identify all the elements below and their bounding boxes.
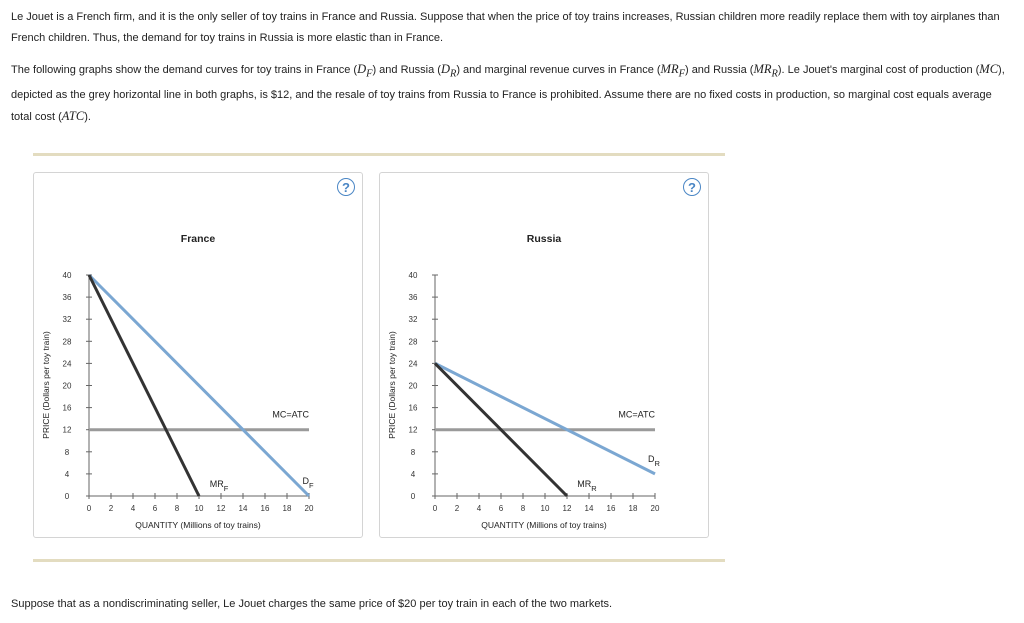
x-tick-label: 14	[238, 504, 248, 513]
atc-symbol: ATC	[61, 108, 85, 123]
intro-paragraph-1: Le Jouet is a French firm, and it is the only seller of toy trains in France and Russia. Suppose that when the price of toy trains increases, Russian children more readily replace them with toy airplanes than French children. Thus, the demand for toy trains in Russia is more elastic than in France.	[11, 11, 1000, 44]
x-tick-label: 8	[174, 504, 180, 513]
y-tick-label: 24	[62, 359, 72, 369]
intro-paragraph-2: The following graphs show the demand curves for toy trains in France $(D_F)$ and Russia $(D_R)$ and marginal revenue curves in France $(MR_F)$ and Russia $(MR_R)$. Le Jouet's marginal cost of production (MC), depicted as the grey horizontal line in both graphs, is $12, and the resale of toy trains from Russia to France is prohibited. Assume there are no fixed costs in production, so marginal cost equals average total cost (ATC).	[11, 62, 1005, 123]
mr-label: $MR_R$	[577, 479, 597, 493]
y-tick-label: 28	[408, 337, 418, 347]
y-axis-label: PRICE (Dollars per toy train)	[387, 331, 397, 439]
y-tick-label: 4	[410, 469, 416, 479]
y-tick-label: 40	[62, 271, 72, 280]
x-tick-label: 4	[130, 504, 136, 513]
mr-curve	[89, 275, 199, 496]
mc-atc-label: MC=ATC	[618, 409, 655, 420]
x-tick-label: 12	[216, 504, 226, 513]
x-tick-label: 6	[152, 504, 158, 513]
x-tick-label: 20	[650, 504, 660, 513]
y-tick-label: 0	[64, 492, 70, 501]
y-tick-label: 36	[408, 293, 418, 303]
x-tick-label: 2	[454, 504, 460, 513]
demand-label: $D_R$	[648, 453, 660, 468]
x-tick-label: 10	[540, 504, 550, 513]
x-tick-label: 18	[282, 504, 292, 513]
divider-top	[33, 153, 725, 156]
russia-chart[interactable]	[380, 173, 708, 537]
x-tick-label: 6	[498, 504, 504, 513]
x-tick-label: 0	[432, 504, 438, 513]
russia-graph-panel	[379, 172, 709, 538]
mc-symbol: MC	[979, 62, 999, 76]
mc-atc-label: MC=ATC	[272, 409, 309, 420]
y-tick-label: 4	[64, 469, 70, 479]
y-tick-label: 40	[408, 271, 418, 280]
demand-france-symbol: $D_F$	[357, 62, 373, 80]
y-axis-label: PRICE (Dollars per toy train)	[41, 331, 51, 439]
demand-russia-symbol: $D_R$	[440, 62, 457, 80]
x-tick-label: 16	[260, 504, 270, 513]
x-tick-label: 16	[606, 504, 616, 513]
y-tick-label: 12	[62, 425, 72, 435]
y-tick-label: 16	[408, 403, 418, 413]
x-tick-label: 4	[476, 504, 482, 513]
y-tick-label: 32	[408, 315, 418, 325]
question-text: Suppose that as a nondiscriminating seller, Le Jouet charges the same price of $20 per toy train in each of the two markets.	[11, 598, 613, 610]
mr-france-symbol: $MR_F$	[660, 62, 685, 80]
mr-label: $MR_F$	[209, 479, 229, 493]
demand-label: $D_F$	[302, 476, 314, 490]
x-tick-label: 14	[584, 504, 594, 513]
x-tick-label: 2	[108, 504, 114, 513]
y-tick-label: 12	[408, 425, 418, 435]
y-tick-label: 32	[62, 315, 72, 325]
x-tick-label: 18	[628, 504, 638, 513]
x-tick-label: 8	[520, 504, 526, 513]
x-axis-label: QUANTITY (Millions of toy trains)	[481, 520, 607, 530]
divider-bottom	[33, 559, 725, 562]
x-tick-label: 0	[86, 504, 92, 513]
chart-title: France	[180, 233, 216, 245]
help-icon[interactable]: ?	[337, 178, 355, 196]
help-icon[interactable]: ?	[683, 178, 701, 196]
x-tick-label: 12	[562, 504, 572, 513]
x-axis-label: QUANTITY (Millions of toy trains)	[135, 520, 261, 530]
mr-russia-symbol: $MR_R$	[753, 62, 778, 80]
y-tick-label: 8	[64, 447, 70, 457]
y-tick-label: 8	[410, 447, 416, 457]
x-tick-label: 20	[304, 504, 314, 513]
y-tick-label: 20	[408, 381, 418, 391]
y-tick-label: 20	[62, 381, 72, 391]
france-chart[interactable]	[34, 173, 362, 537]
y-tick-label: 0	[410, 492, 416, 501]
y-tick-label: 28	[62, 337, 72, 347]
france-graph-panel	[33, 172, 363, 538]
y-tick-label: 36	[62, 293, 72, 303]
demand-curve	[89, 275, 309, 496]
y-tick-label: 24	[408, 359, 418, 369]
x-tick-label: 10	[194, 504, 204, 513]
y-tick-label: 16	[62, 403, 72, 413]
chart-title: Russia	[526, 233, 562, 245]
